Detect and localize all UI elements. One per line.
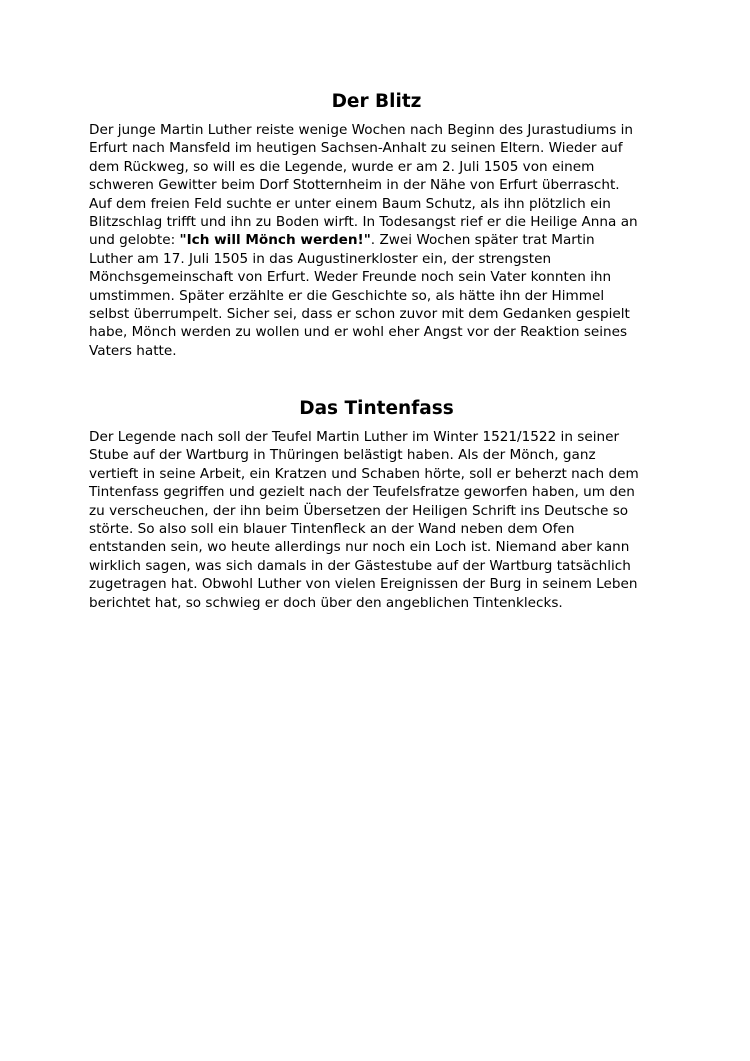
text-line: zugetragen hat. Obwohl Luther von vielen Ereignissen der Burg in seinem Leben [89, 576, 638, 593]
text-line: zu verscheuchen, der ihn beim Übersetzen der Heiligen Schrift ins Deutsche so [89, 502, 629, 519]
text-line: wirklich sagen, was sich damals in der Gästestube auf der Wartburg tatsächlich [89, 557, 631, 574]
text-line: Vaters hatte. [89, 342, 177, 359]
text-line: entstanden sein, wo heute allerdings nur noch ein Loch ist. Niemand aber kann [89, 539, 630, 556]
text-segment: und gelobte: [89, 232, 180, 249]
text-line: Der junge Martin Luther reiste wenige Wochen nach Beginn des Jurastudiums in [89, 122, 634, 138]
text-segment: . Zwei Wochen später trat Martin [370, 232, 595, 249]
text-line: Mönchsgemeinschaft von Erfurt. Weder Freunde noch sein Vater konnten ihn [89, 269, 612, 286]
text-line: Der Legende nach soll der Teufel Martin Luther im Winter 1521/1522 in seiner [89, 429, 620, 445]
paragraph-der-blitz [89, 121, 664, 360]
text-line: Tintenfass gegriffen und gezielt nach der Teufelsfratze geworfen haben, um den [89, 484, 635, 501]
text-line: dem Rückweg, so will es die Legende, wurde er am 2. Juli 1505 von einem [89, 158, 595, 175]
text-line: schweren Gewitter beim Dorf Stotternheim in der Nähe von Erfurt überrascht. [89, 177, 620, 194]
text-line: habe, Mönch werden zu wollen und er wohl eher Angst vor der Reaktion seines [89, 324, 628, 341]
text-line: berichtet hat, so schwieg er doch über den angeblichen Tintenklecks. [89, 594, 563, 611]
text-line: umstimmen. Später erzählte er die Geschichte so, als hätte ihn der Himmel [89, 287, 605, 304]
text-line: selbst überrumpelt. Sicher sei, dass er schon zuvor mit dem Gedanken gespielt [89, 306, 630, 323]
text-line: Erfurt nach Mansfeld im heutigen Sachsen-Anhalt zu seinen Eltern. Wieder auf [89, 140, 623, 157]
section-title-der-blitz: Der Blitz [331, 91, 422, 112]
paragraph-das-tintenfass [89, 428, 664, 612]
bold-quote: "Ich will Mönch werden!" [179, 232, 371, 249]
text-line: Stube auf der Wartburg in Thüringen belästigt haben. Als der Mönch, ganz [89, 447, 596, 464]
text-line: Luther am 17. Juli 1505 in das Augustinerkloster ein, der strengsten [89, 250, 552, 267]
text-line: störte. So also soll ein blauer Tintenfleck an der Wand neben dem Ofen [89, 521, 575, 538]
text-line-with-quote [89, 231, 664, 249]
text-line: Auf dem freien Feld suchte er unter einem Baum Schutz, als ihn plötzlich ein [89, 195, 611, 212]
text-line: vertieft in seine Arbeit, ein Kratzen und Schaben hörte, soll er beherzt nach dem [89, 465, 639, 482]
section-title-das-tintenfass: Das Tintenfass [299, 398, 454, 419]
text-line: Blitzschlag trifft und ihn zu Boden wirft. In Todesangst rief er die Heilige Anna an [89, 214, 638, 231]
